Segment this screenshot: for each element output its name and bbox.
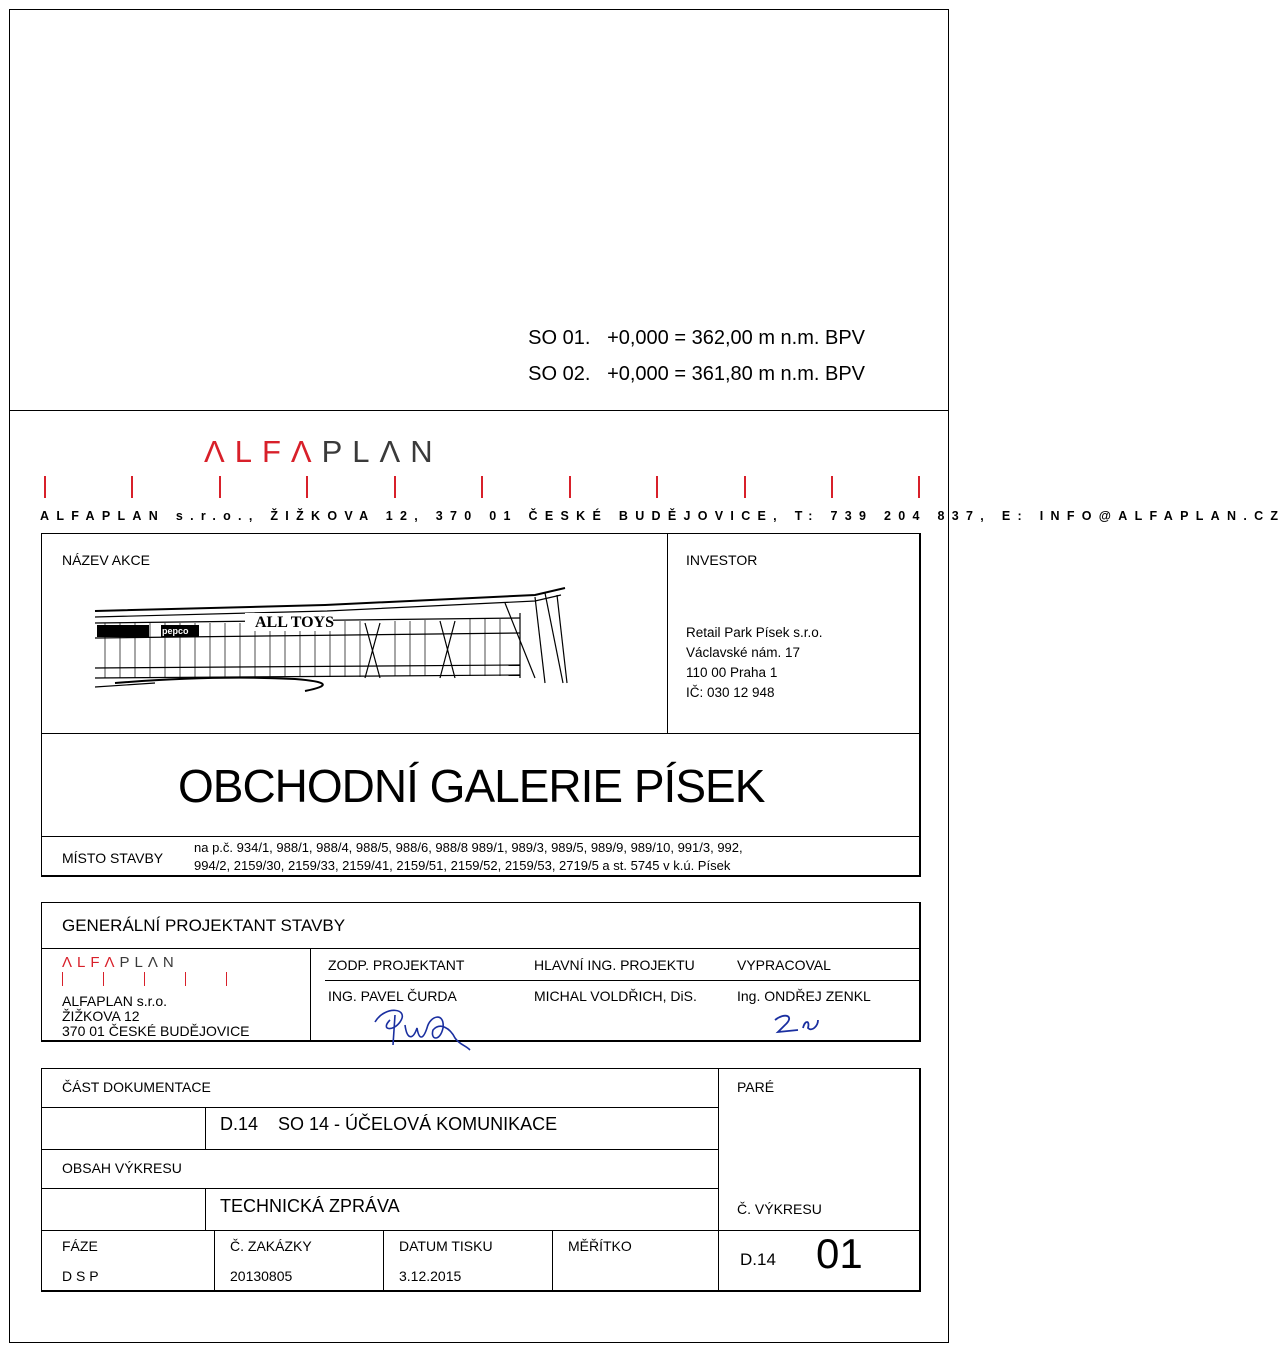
investor-line: IČ: 030 12 948 (686, 685, 775, 700)
part-label: ČÁST DOKUMENTACE (62, 1079, 211, 1095)
company-address-line: ALFAPLAN s.r.o., ŽIŽKOVA 12, 370 01 ČESKÉ BUDĚJOVICE, T: 739 204 837, E: INFO@ALFAPLAN.CZ (40, 509, 1285, 523)
elevation-code: SO 02. (528, 363, 591, 385)
role-name-author: Ing. ONDŘEJ ZENKL (737, 988, 871, 1004)
drawing-number: 01 (816, 1230, 863, 1277)
site-label: MÍSTO STAVBY (62, 850, 164, 866)
site-parcels-line: na p.č. 934/1, 988/1, 988/4, 988/5, 988/6, 988/8 989/1, 989/3, 989/5, 989/9, 989/10, 991/3, 992, (194, 840, 743, 855)
order-no-label: Č. ZAKÁZKY (230, 1238, 312, 1254)
content-label: OBSAH VÝKRESU (62, 1160, 182, 1176)
part-value: D.14 SO 14 - ÚČELOVÁ KOMUNIKACE (220, 1114, 558, 1134)
alfaplan-logo: ΛLFΛPLΛN (204, 434, 443, 469)
elevation-so02 (517, 338, 865, 386)
drawing-no-label: Č. VÝKRESU (737, 1201, 822, 1217)
print-date-label: DATUM TISKU (399, 1238, 493, 1254)
elevation-value: +0,000 = 361,80 m n.m. BPV (607, 363, 866, 385)
investor-line: 110 00 Praha 1 (686, 665, 778, 680)
role-label-chief: HLAVNÍ ING. PROJEKTU (534, 957, 695, 973)
designer-company-line: ŽIŽKOVA 12 (62, 1008, 140, 1024)
investor-label: INVESTOR (686, 552, 758, 568)
print-date-value: 3.12.2015 (399, 1268, 462, 1284)
copies-label: PARÉ (737, 1079, 775, 1095)
signature-zenkl (770, 1010, 830, 1040)
investor-line: Václavské nám. 17 (686, 645, 801, 660)
designer-section-label: GENERÁLNÍ PROJEKTANT STAVBY (62, 916, 346, 935)
document-box (41, 1068, 921, 1292)
phase-label: FÁZE (62, 1238, 98, 1254)
elevation-code: SO 01. (528, 327, 591, 349)
sign-all-toys: ALL TOYS (255, 614, 335, 631)
role-name-responsible: ING. PAVEL ČURDA (328, 988, 457, 1004)
order-no-value: 20130805 (230, 1268, 293, 1284)
phase-value: D S P (62, 1268, 99, 1284)
building-sketch (95, 583, 575, 693)
designer-company-line: ALFAPLAN s.r.o. (62, 993, 168, 1009)
role-label-responsible: ZODP. PROJEKTANT (328, 957, 465, 973)
scale-label: MĚŘÍTKO (568, 1238, 632, 1254)
content-value: TECHNICKÁ ZPRÁVA (220, 1196, 400, 1216)
signature-curda (365, 1000, 475, 1055)
project-title: OBCHODNÍ GALERIE PÍSEK (178, 760, 765, 812)
designer-company-line: 370 01 ČESKÉ BUDĚJOVICE (62, 1023, 250, 1039)
project-name-label: NÁZEV AKCE (62, 552, 150, 568)
site-parcels-line: 994/2, 2159/30, 2159/33, 2159/41, 2159/51, 2159/52, 2159/53, 2719/5 a st. 5745 v k.ú. Písek (194, 858, 731, 873)
alfaplan-logo-small: ΛLFΛPLΛN (62, 954, 179, 971)
elevation-value: +0,000 = 362,00 m n.m. BPV (607, 327, 866, 349)
investor-line: Retail Park Písek s.r.o. (686, 625, 823, 640)
sign-pepco: pepco (162, 626, 189, 636)
drawing-prefix: D.14 (740, 1250, 776, 1269)
role-name-chief: MICHAL VOLDŘICH, DiS. (534, 988, 697, 1004)
role-label-author: VYPRACOVAL (737, 957, 831, 973)
